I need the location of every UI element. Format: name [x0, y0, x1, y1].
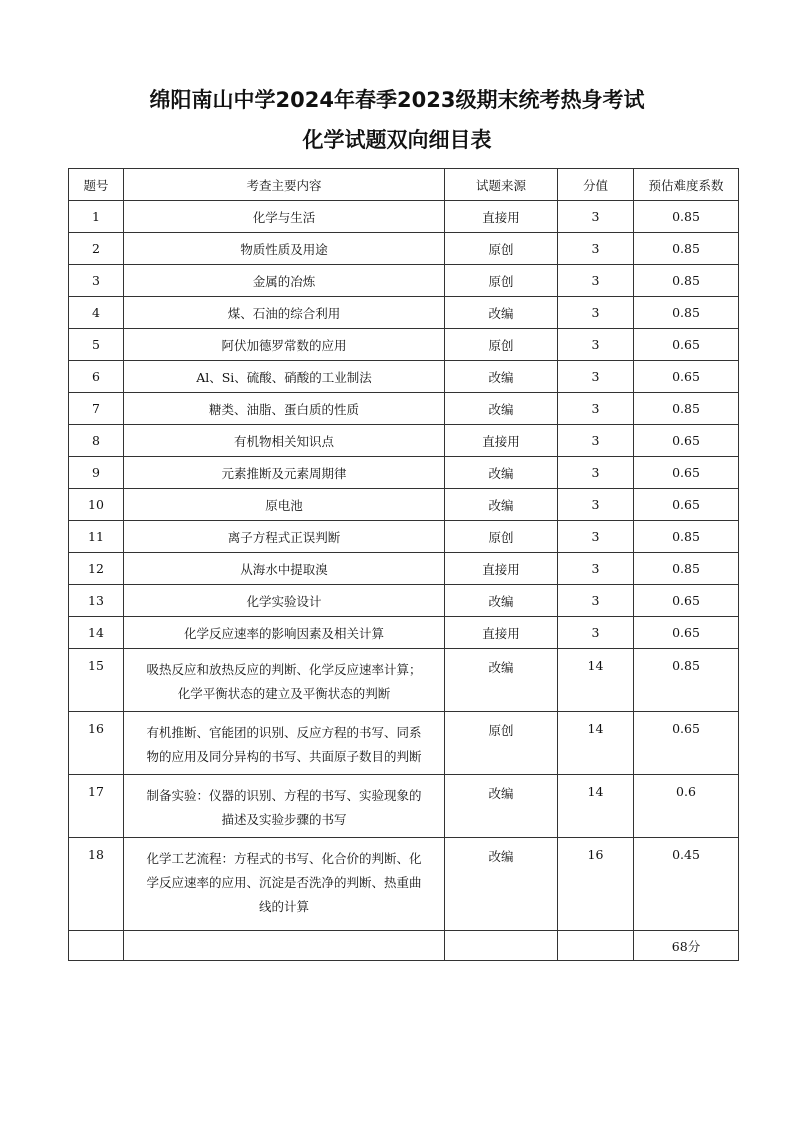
question-number: 6: [69, 361, 124, 393]
question-number: 9: [69, 457, 124, 489]
table-row: [69, 201, 739, 233]
source-cell: 改编: [445, 361, 558, 393]
score-cell: 3: [558, 201, 634, 233]
table-row: [69, 297, 739, 329]
source-cell: 直接用: [445, 617, 558, 649]
empty-cell: [558, 931, 634, 961]
score-cell: 14: [558, 712, 634, 775]
table-row: [69, 233, 739, 265]
difficulty-cell: 0.65: [634, 617, 739, 649]
question-number: 10: [69, 489, 124, 521]
difficulty-cell: 0.65: [634, 585, 739, 617]
document-subtitle: 化学试题双向细目表: [302, 128, 492, 152]
content-line: 化学平衡状态的建立及平衡状态的判断: [177, 686, 391, 701]
question-number: 11: [69, 521, 124, 553]
question-number: 15: [69, 649, 124, 712]
difficulty-cell: 0.65: [634, 489, 739, 521]
content-cell: [124, 649, 445, 712]
score-cell: 3: [558, 233, 634, 265]
empty-cell: [445, 931, 558, 961]
difficulty-cell: 0.65: [634, 329, 739, 361]
source-cell: 原创: [445, 712, 558, 775]
table-row: [69, 425, 739, 457]
source-cell: 原创: [445, 233, 558, 265]
score-cell: 3: [558, 553, 634, 585]
difficulty-cell: 0.6: [634, 775, 739, 838]
content-cell: 金属的冶炼: [124, 265, 445, 297]
content-cell: 化学反应速率的影响因素及相关计算: [124, 617, 445, 649]
score-cell: 3: [558, 521, 634, 553]
source-cell: 改编: [445, 489, 558, 521]
difficulty-cell: 0.85: [634, 265, 739, 297]
content-cell: [124, 838, 445, 931]
table-row: [69, 585, 739, 617]
table-row: [69, 521, 739, 553]
content-line: 吸热反应和放热反应的判断、化学反应速率计算；: [146, 662, 422, 677]
table-row: [69, 838, 739, 931]
difficulty-cell: 0.85: [634, 393, 739, 425]
header-score: 分值: [558, 169, 634, 201]
content-cell: 化学与生活: [124, 201, 445, 233]
question-number: 8: [69, 425, 124, 457]
question-number: 18: [69, 838, 124, 931]
question-number: 5: [69, 329, 124, 361]
difficulty-cell: 0.85: [634, 297, 739, 329]
score-cell: 3: [558, 617, 634, 649]
question-number: 13: [69, 585, 124, 617]
question-number: 2: [69, 233, 124, 265]
header-question-source: 试题来源: [445, 169, 558, 201]
table-row: [69, 553, 739, 585]
score-cell: 3: [558, 393, 634, 425]
question-number: 17: [69, 775, 124, 838]
empty-cell: [124, 931, 445, 961]
score-cell: 3: [558, 457, 634, 489]
source-cell: 直接用: [445, 425, 558, 457]
difficulty-cell: 0.85: [634, 521, 739, 553]
source-cell: 改编: [445, 838, 558, 931]
table-row: [69, 712, 739, 775]
table-row: [69, 393, 739, 425]
question-number: 14: [69, 617, 124, 649]
content-cell: Al、Si、硫酸、硝酸的工业制法: [124, 361, 445, 393]
content-line: 化学工艺流程：方程式的书写、化合价的判断、化: [146, 851, 422, 866]
question-number: 4: [69, 297, 124, 329]
source-cell: 改编: [445, 585, 558, 617]
source-cell: 改编: [445, 457, 558, 489]
content-cell: 糖类、油脂、蛋白质的性质: [124, 393, 445, 425]
content-cell: [124, 712, 445, 775]
content-cell: 阿伏加德罗常数的应用: [124, 329, 445, 361]
question-number: 7: [69, 393, 124, 425]
difficulty-cell: 0.65: [634, 361, 739, 393]
header-difficulty: 预估难度系数: [634, 169, 739, 201]
difficulty-cell: 0.65: [634, 425, 739, 457]
source-cell: 改编: [445, 393, 558, 425]
score-cell: 14: [558, 649, 634, 712]
question-number: 1: [69, 201, 124, 233]
header-main-content: 考查主要内容: [124, 169, 445, 201]
source-cell: 改编: [445, 649, 558, 712]
score-cell: 3: [558, 265, 634, 297]
table-row: [69, 649, 739, 712]
document-title: 绵阳南山中学2024年春季2023级期末统考热身考试: [149, 88, 645, 112]
score-cell: 14: [558, 775, 634, 838]
difficulty-cell: 0.85: [634, 233, 739, 265]
content-line: 线的计算: [258, 899, 309, 914]
source-cell: 原创: [445, 265, 558, 297]
content-cell: 煤、石油的综合利用: [124, 297, 445, 329]
empty-cell: [69, 931, 124, 961]
content-cell: 元素推断及元素周期律: [124, 457, 445, 489]
content-line: 描述及实验步骤的书写: [221, 812, 347, 827]
difficulty-cell: 0.65: [634, 712, 739, 775]
content-cell: 物质性质及用途: [124, 233, 445, 265]
question-number: 12: [69, 553, 124, 585]
score-cell: 3: [558, 585, 634, 617]
total-row: [69, 931, 739, 961]
header-question-number: 题号: [69, 169, 124, 201]
score-cell: 3: [558, 489, 634, 521]
content-cell: 化学实验设计: [124, 585, 445, 617]
table-row: [69, 489, 739, 521]
difficulty-cell: 0.85: [634, 553, 739, 585]
source-cell: 原创: [445, 329, 558, 361]
source-cell: 改编: [445, 297, 558, 329]
table-row: [69, 265, 739, 297]
table-row: [69, 617, 739, 649]
score-cell: 3: [558, 361, 634, 393]
table-row: [69, 329, 739, 361]
difficulty-cell: 0.45: [634, 838, 739, 931]
source-cell: 原创: [445, 521, 558, 553]
content-cell: 离子方程式正误判断: [124, 521, 445, 553]
table-row: [69, 361, 739, 393]
specification-table: [68, 168, 739, 961]
content-line: 物的应用及同分异构的书写、共面原子数目的判断: [146, 749, 422, 764]
table-row: [69, 775, 739, 838]
score-cell: 3: [558, 425, 634, 457]
source-cell: 直接用: [445, 553, 558, 585]
score-cell: 3: [558, 329, 634, 361]
question-number: 16: [69, 712, 124, 775]
content-line: 制备实验：仪器的识别、方程的书写、实验现象的: [146, 788, 422, 803]
source-cell: 改编: [445, 775, 558, 838]
content-cell: 从海水中提取溴: [124, 553, 445, 585]
difficulty-cell: 0.85: [634, 649, 739, 712]
score-cell: 3: [558, 297, 634, 329]
table-header-row: [69, 169, 739, 201]
content-cell: [124, 775, 445, 838]
table-row: [69, 457, 739, 489]
content-cell: 原电池: [124, 489, 445, 521]
content-line: 学反应速率的应用、沉淀是否洗净的判断、热重曲: [146, 875, 422, 890]
question-number: 3: [69, 265, 124, 297]
total-score-cell: 68分: [634, 931, 739, 961]
content-line: 有机推断、官能团的识别、反应方程的书写、同系: [146, 725, 422, 740]
score-cell: 16: [558, 838, 634, 931]
difficulty-cell: 0.85: [634, 201, 739, 233]
source-cell: 直接用: [445, 201, 558, 233]
difficulty-cell: 0.65: [634, 457, 739, 489]
content-cell: 有机物相关知识点: [124, 425, 445, 457]
